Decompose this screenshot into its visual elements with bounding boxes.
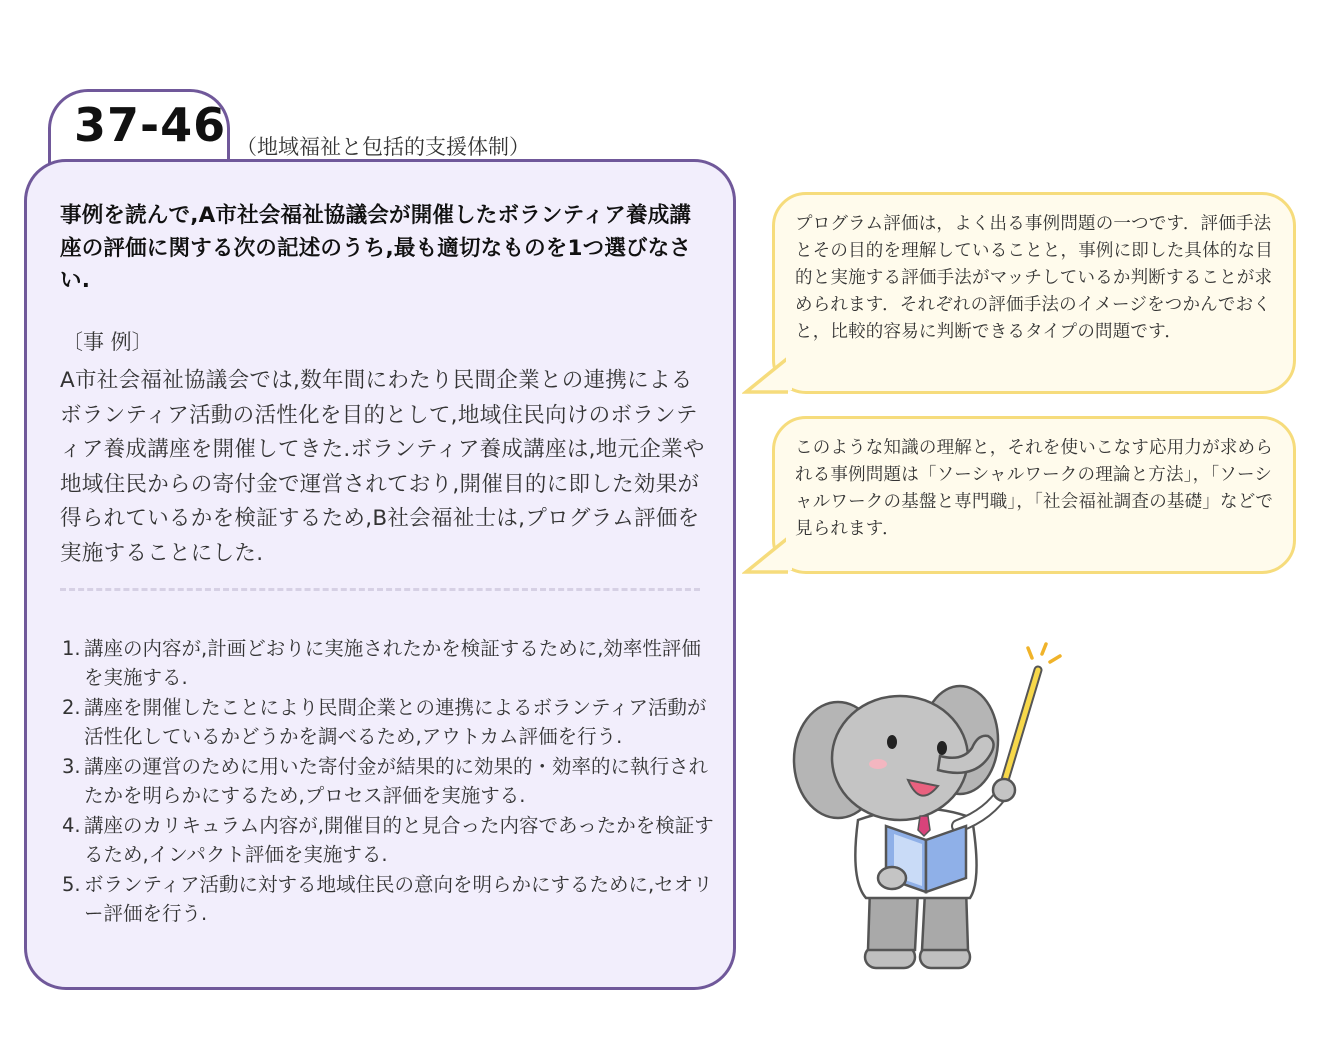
choice-item[interactable]: [62, 693, 717, 751]
choice-number: 1.: [62, 637, 81, 660]
elephant-mascot-icon: [780, 630, 1080, 980]
choice-number: 4.: [62, 814, 81, 837]
choice-text: 講座を開催したことにより民間企業との連携によるボランティア活動が活性化しているかどうかを調べるため,アウトカム評価を行う.: [84, 696, 707, 748]
choice-text: 講座の内容が,計画どおりに実施されたかを検証するために,効率性評価を実施する.: [84, 637, 701, 689]
bubble-tail-1: [742, 352, 792, 398]
choice-item[interactable]: [62, 870, 717, 928]
choice-text: ボランティア活動に対する地域住民の意向を明らかにするために,セオリー評価を行う.: [84, 873, 713, 925]
choice-item[interactable]: [62, 634, 717, 692]
note-bubble-2: [772, 416, 1296, 574]
subject-label: （地域福祉と包括的支援体制）: [236, 135, 530, 159]
question-title: 事例を読んで,A市社会福祉協議会が開催したボランティア養成講座の評価に関する次の記述のうち,最も適切なものを1つ選びなさい.: [60, 203, 692, 293]
question-number: 37-46: [74, 98, 227, 152]
case-label: 〔事 例〕: [62, 330, 153, 354]
choice-number: 3.: [62, 755, 81, 778]
choice-number: 2.: [62, 696, 81, 719]
note-text-1: プログラム評価は，よく出る事例問題の一つです．評価手法とその目的を理解していることと，事例に即した具体的な目的と実施する評価手法がマッチしているか判断することが求められます．それぞれの評価手法のイメージをつかんでおくと，比較的容易に判断できるタイプの問題です．: [795, 214, 1273, 342]
choice-text: 講座の運営のために用いた寄付金が結果的に効果的・効率的に執行されたかを明らかにするため,プロセス評価を実施する.: [84, 755, 709, 807]
choice-item[interactable]: [62, 752, 717, 810]
choice-text: 講座のカリキュラム内容が,開催目的と見合った内容であったかを検証するため,インパクト評価を実施する.: [84, 814, 714, 866]
note-bubble-1: [772, 192, 1296, 394]
choice-number: 5.: [62, 873, 81, 896]
choice-item[interactable]: [62, 811, 717, 869]
choice-list: [62, 634, 717, 929]
note-text-2: このような知識の理解と，それを使いこなす応用力が求められる事例問題は「ソーシャルワークの理論と方法」，「ソーシャルワークの基盤と専門職」，「社会福祉調査の基礎」などで見られます．: [795, 438, 1274, 539]
case-text: A市社会福祉協議会では,数年間にわたり民間企業との連携によるボランティア活動の活性化を目的として,地域住民向けのボランティア養成講座を開催してきた.ボランティア養成講座は,地元企業や地域住民からの寄付金で運営されており,開催目的に即した効果が得られているかを検証するため,B社会福祉士は,プログラム評価を実施することにした.: [60, 368, 705, 566]
divider: [60, 588, 700, 591]
bubble-tail-2: [742, 532, 792, 578]
